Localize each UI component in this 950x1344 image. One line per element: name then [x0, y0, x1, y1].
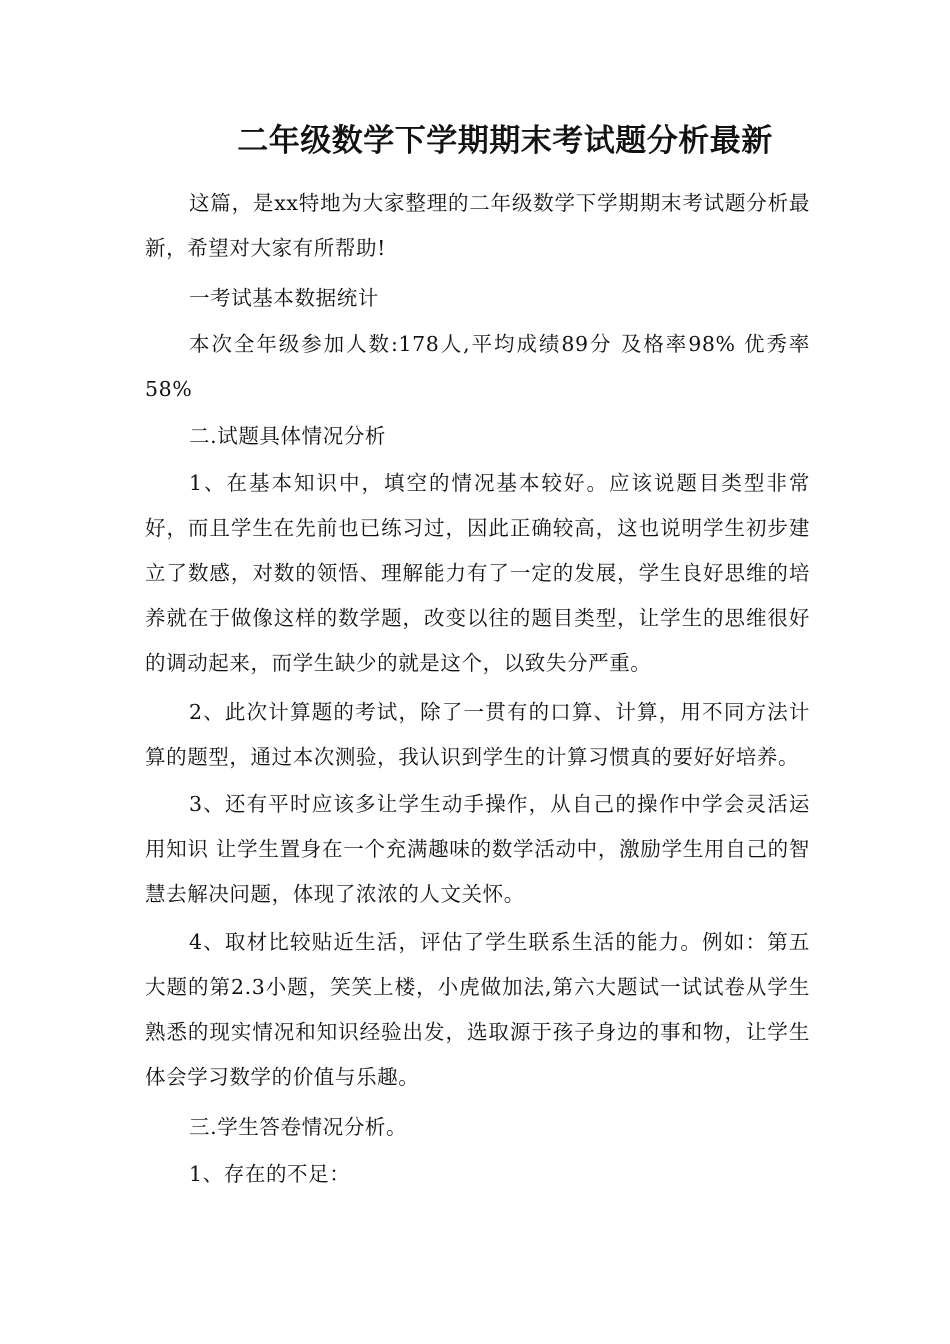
section-heading-3: 三.学生答卷情况分析。: [189, 1115, 408, 1139]
paragraph-point-3: 3、还有平时应该多让学生动手操作，从自己的操作中学会灵活运用知识 让学生置身在一个充满趣味的数学活动中，激励学生用自己的智慧去解决问题，体现了浓浓的人文关怀。: [145, 792, 810, 906]
subsection-heading-1: 1、存在的不足：: [189, 1162, 351, 1186]
paragraph-point-4: 4、取材比较贴近生活，评估了学生联系生活的能力。例如：第五大题的第2.3小题，笑笑上楼，小虎做加法,第六大题试一试试卷从学生熟悉的现实情况和知识经验出发，选取源于孩子身边的事和物，让学生体会学习数学的价值与乐趣。: [145, 930, 810, 1089]
paragraph-point-1: 1、在基本知识中，填空的情况基本较好。应该说题目类型非常好，而且学生在先前也已练习过，因此正确较高，这也说明学生初步建立了数感，对数的领悟、理解能力有了一定的发展，学生良好思维的培养就在于做像这样的数学题，改变以往的题目类型，让学生的思维很好的调动起来，而学生缺少的就是这个，以致失分严重。: [145, 471, 810, 675]
document-title: 二年级数学下学期期末考试题分析最新: [237, 123, 773, 159]
paragraph-statistics: 本次全年级参加人数:178人,平均成绩89分 及格率98% 优秀率58%: [145, 332, 810, 401]
section-heading-2: 二.试题具体情况分析: [189, 424, 387, 448]
section-heading-1: 一考试基本数据统计: [189, 286, 379, 310]
paragraph-intro: 这篇，是xx特地为大家整理的二年级数学下学期期末考试题分析最新，希望对大家有所帮助!: [145, 191, 810, 260]
paragraph-point-2: 2、此次计算题的考试，除了一贯有的口算、计算，用不同方法计算的题型，通过本次测验，我认识到学生的计算习惯真的要好好培养。: [145, 700, 810, 769]
